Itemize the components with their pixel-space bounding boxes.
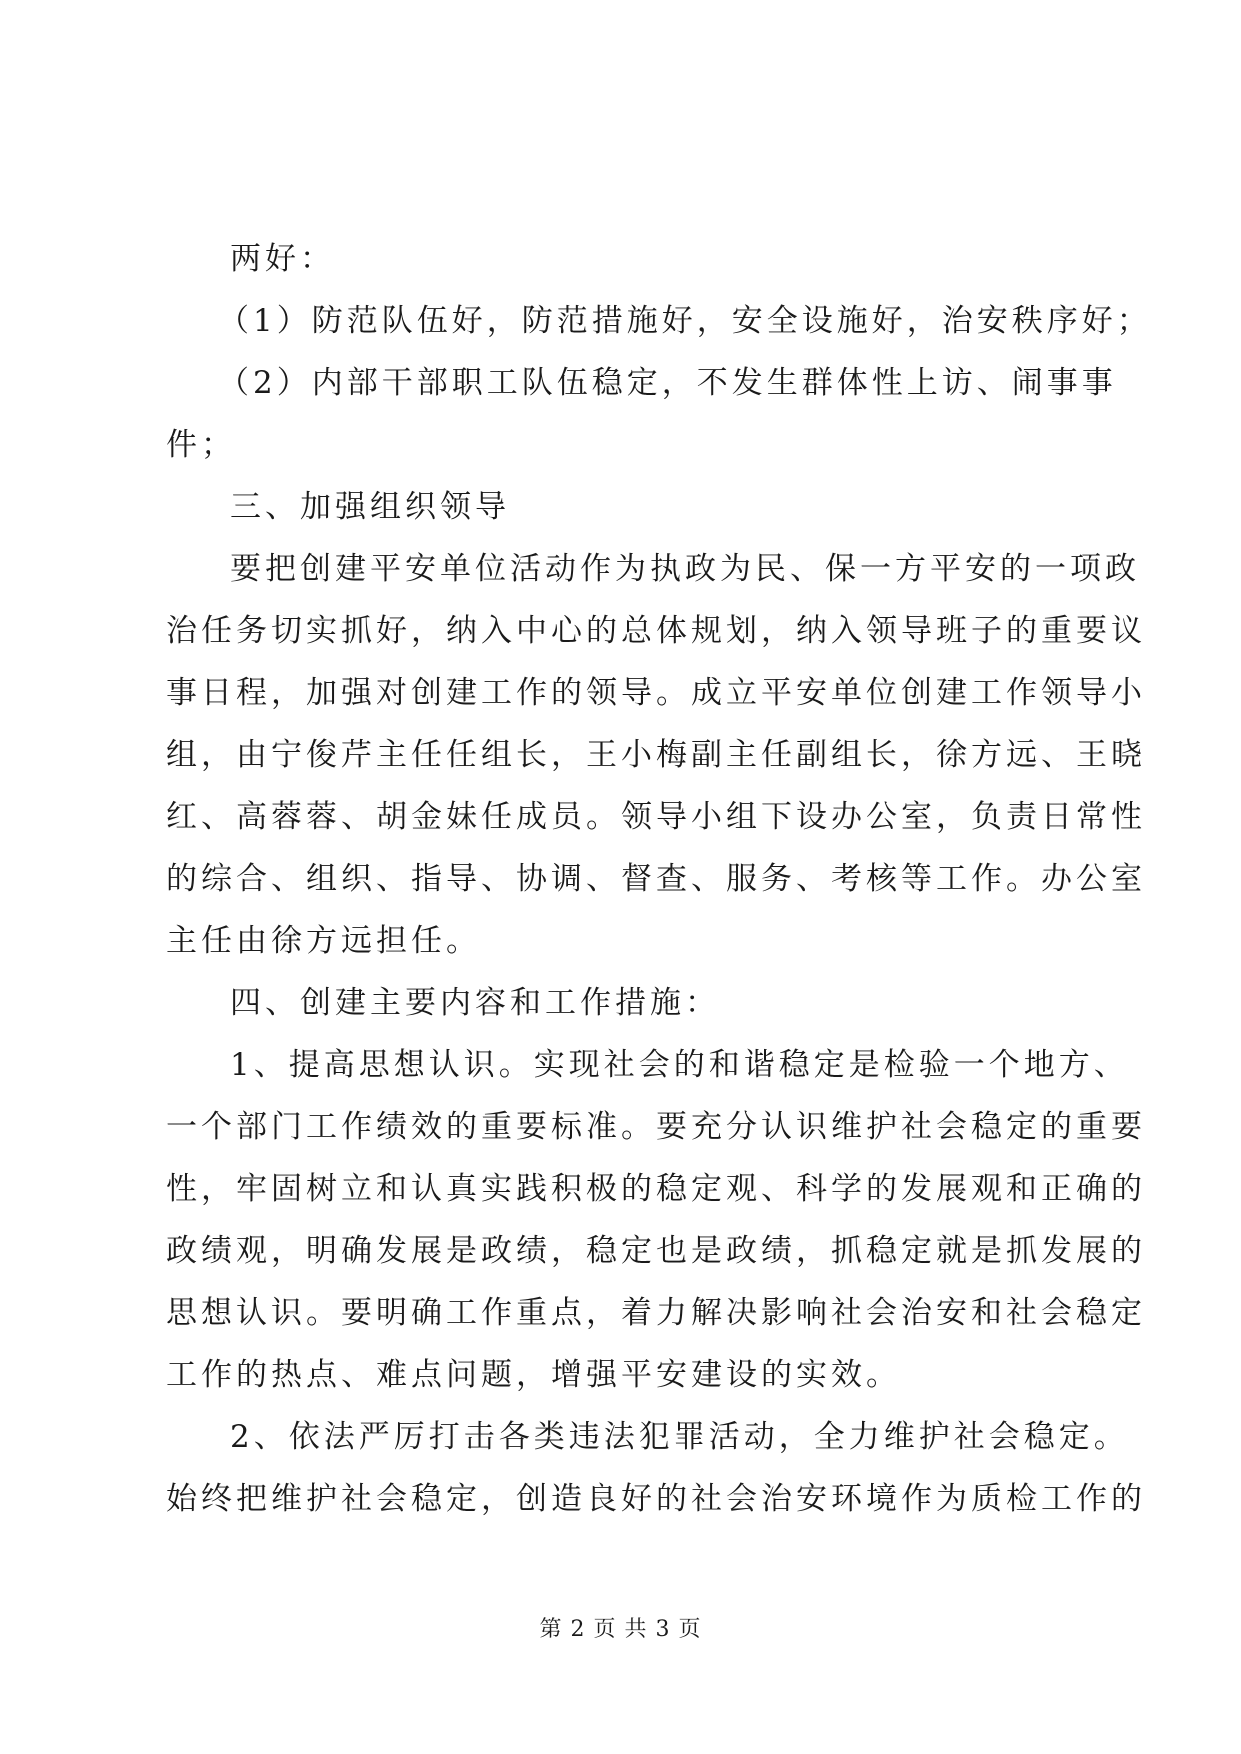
- body-line: 件；: [166, 427, 236, 463]
- body-line: 主任由徐方远担任。: [166, 923, 481, 959]
- body-line: 1、提高思想认识。实现社会的和谐稳定是检验一个地方、: [230, 1047, 1129, 1083]
- section-heading: 三、加强组织领导: [230, 489, 510, 525]
- body-line: （2）内部干部职工队伍稳定，不发生群体性上访、闹事事: [218, 365, 1117, 401]
- body-line: 两好：: [230, 241, 335, 277]
- body-line: 红、高蓉蓉、胡金妹任成员。领导小组下设办公室，负责日常性: [166, 799, 1146, 835]
- body-line: 工作的热点、难点问题，增强平安建设的实效。: [166, 1357, 901, 1393]
- body-line: 始终把维护社会稳定，创造良好的社会治安环境作为质检工作的: [166, 1481, 1146, 1517]
- body-line: 组，由宁俊芹主任任组长，王小梅副主任副组长，徐方远、王晓: [166, 737, 1146, 773]
- body-line: 一个部门工作绩效的重要标准。要充分认识维护社会稳定的重要: [166, 1109, 1146, 1145]
- page-number-footer: 第 2 页 共 3 页: [539, 1617, 702, 1642]
- body-line: 性，牢固树立和认真实践积极的稳定观、科学的发展观和正确的: [166, 1171, 1146, 1207]
- body-line: 政绩观，明确发展是政绩，稳定也是政绩，抓稳定就是抓发展的: [166, 1233, 1146, 1269]
- body-line: 的综合、组织、指导、协调、督查、服务、考核等工作。办公室: [166, 861, 1146, 897]
- body-line: 要把创建平安单位活动作为执政为民、保一方平安的一项政: [230, 551, 1140, 587]
- section-heading: 四、创建主要内容和工作措施：: [230, 985, 720, 1021]
- body-line: 治任务切实抓好，纳入中心的总体规划，纳入领导班子的重要议: [166, 613, 1146, 649]
- body-line: 思想认识。要明确工作重点，着力解决影响社会治安和社会稳定: [166, 1295, 1146, 1331]
- body-line: （1）防范队伍好，防范措施好，安全设施好，治安秩序好；: [218, 303, 1152, 339]
- document-body: [166, 228, 1152, 1530]
- body-line: 2、依法严厉打击各类违法犯罪活动，全力维护社会稳定。: [230, 1419, 1129, 1455]
- body-line: 事日程，加强对创建工作的领导。成立平安单位创建工作领导小: [166, 675, 1146, 711]
